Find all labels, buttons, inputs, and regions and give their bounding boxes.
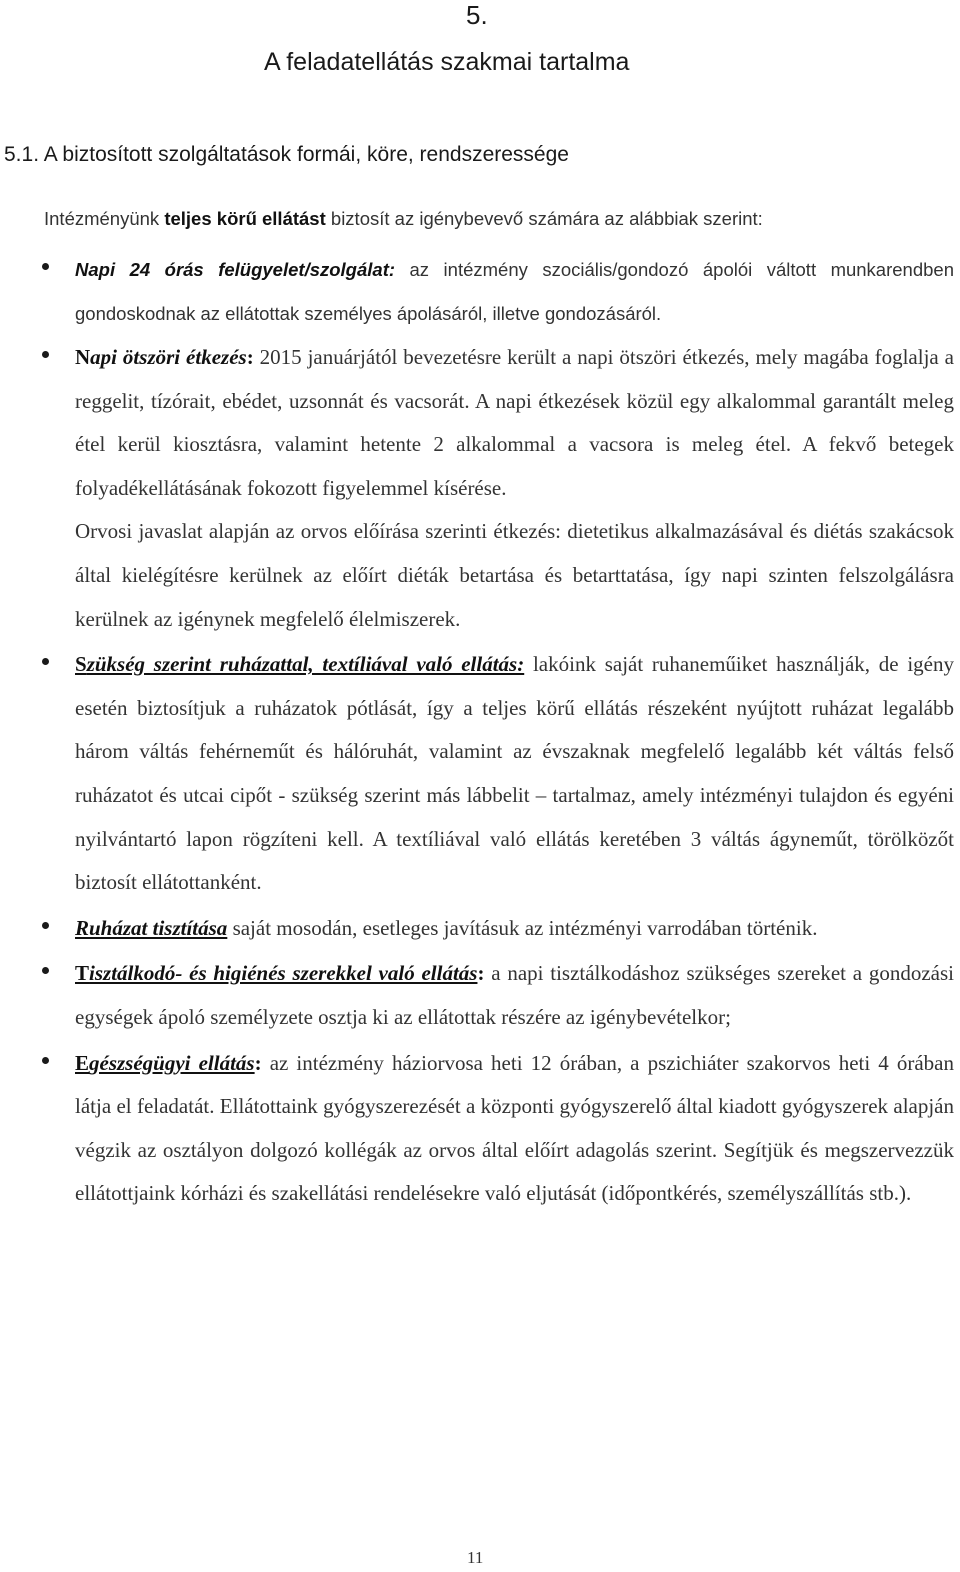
list-item-hygiene — [0, 952, 960, 1039]
item-heading: isztálkodó- és higiénés szerekkel való ellátás — [89, 961, 478, 986]
item-body: a napi tisztálkodáshoz szükséges szereket a gondozási egységek ápoló személyzete osztja ki az ellátottak részére az igénybevételkor; — [75, 961, 954, 1029]
intro-bold: teljes körű ellátást — [164, 208, 326, 229]
chapter-title: A feladatellátás szakmai tartalma — [264, 48, 630, 76]
item-heading-initial: S — [75, 652, 87, 677]
item-heading: zükség szerint ruházattal, textíliával való ellátás: — [86, 652, 525, 677]
list-item-meals — [0, 336, 960, 510]
intro-paragraph — [44, 204, 956, 234]
item-heading-initial: E — [75, 1050, 90, 1075]
item-body: 2015 januárjától bevezetésre került a napi ötszöri étkezés, mely magába foglalja a reggelit, tízórait, ebédet, uzsonnát és vacsorát. A napi étkezések közül egy alkalommal garantált meleg étel kerül kiosztásra, valamint hetente 2 alkalommal a vacsora is meleg étel. A fekvő betegek folyadékellátásának fokozott figyelemmel kísérése. — [75, 345, 954, 500]
item-body: saját mosodán, esetleges javításuk az intézményi varrodában történik. — [227, 915, 818, 940]
item-heading-colon: : — [254, 1050, 262, 1075]
item-heading-colon: : — [246, 345, 254, 369]
bullet-icon — [42, 1057, 49, 1064]
item-heading-initial: N — [75, 345, 91, 369]
item-heading: gészségügyi ellátás — [89, 1050, 255, 1075]
bullet-icon — [42, 922, 49, 929]
item-body: az intézmény háziorvosa heti 12 órában, a pszichiáter szakorvos heti 4 órában látja el feladatát. Ellátottaink gyógyszerezését a központi gyógyszerelő által kiadott gyógyszerek alapján végzik az osztályon dolgozó kollégák az orvos által előírt adagolás szerint. Segítjük és megszervezzük ellátottjaink kórházi és szakellátási rendelésekre való eljutását (időpontkérés, személyszállítás stb.). — [75, 1050, 954, 1206]
meals-diet-paragraph: Orvosi javaslat alapján az orvos előírása szerinti étkezés: dietetikus alkalmazásával és diétás szakácsok által kielégítésre kerülnek az előírt diéták betartása és betarttatása, így napi szinten felszolgálásra kerülnek az igénynek megfelelő élelmiszerek. — [75, 519, 954, 631]
list-item-clothing — [0, 643, 960, 905]
item-heading-initial: T — [75, 961, 90, 986]
section-title: 5.1. A biztosított szolgáltatások formái, köre, rendszeressége — [4, 143, 569, 166]
item-heading: Ruházat tisztítása — [75, 915, 228, 940]
services-list — [0, 248, 960, 1216]
bullet-icon — [42, 967, 49, 974]
intro-before: Intézményünk — [44, 208, 165, 229]
item-heading: Napi 24 órás felügyelet/szolgálat: — [75, 259, 396, 280]
bullet-icon — [42, 658, 49, 665]
page-number: 11 — [467, 1548, 484, 1567]
item-heading: api ötszöri étkezés — [90, 345, 247, 369]
item-body: lakóink saját ruhaneműiket használják, de igény esetén biztosítjuk a ruházatok pótlását, így a teljes körű ellátás részeként nyújtott ruházat legalább három váltás fehérneműt és hálóruhát, valamint az évszaknak megfelelő legalább két váltás felső ruházatot és utcai cipőt - szükség szerint más lábbelit – tartalmaz, amely intézményi tulajdon és egyéni nyilvántartó lapon rögzíteni kell. A textíliával való ellátás keretében 3 váltás ágyneműt, törölközőt biztosít ellátottanként. — [75, 652, 954, 895]
list-item-supervision — [0, 248, 960, 336]
bullet-icon — [42, 351, 49, 358]
intro-after: biztosít az igénybevevő számára az alábbiak szerint: — [325, 208, 763, 229]
bullet-icon — [42, 263, 49, 270]
list-item-laundry — [0, 907, 960, 951]
item-heading-colon: : — [477, 961, 485, 986]
list-item-healthcare — [0, 1042, 960, 1216]
chapter-number: 5. — [466, 0, 488, 30]
item-body: az intézmény szociális/gondozó ápolói váltott munkarendben gondoskodnak az ellátottak személyes ápolásáról, illetve gondozásáról. — [75, 259, 954, 324]
